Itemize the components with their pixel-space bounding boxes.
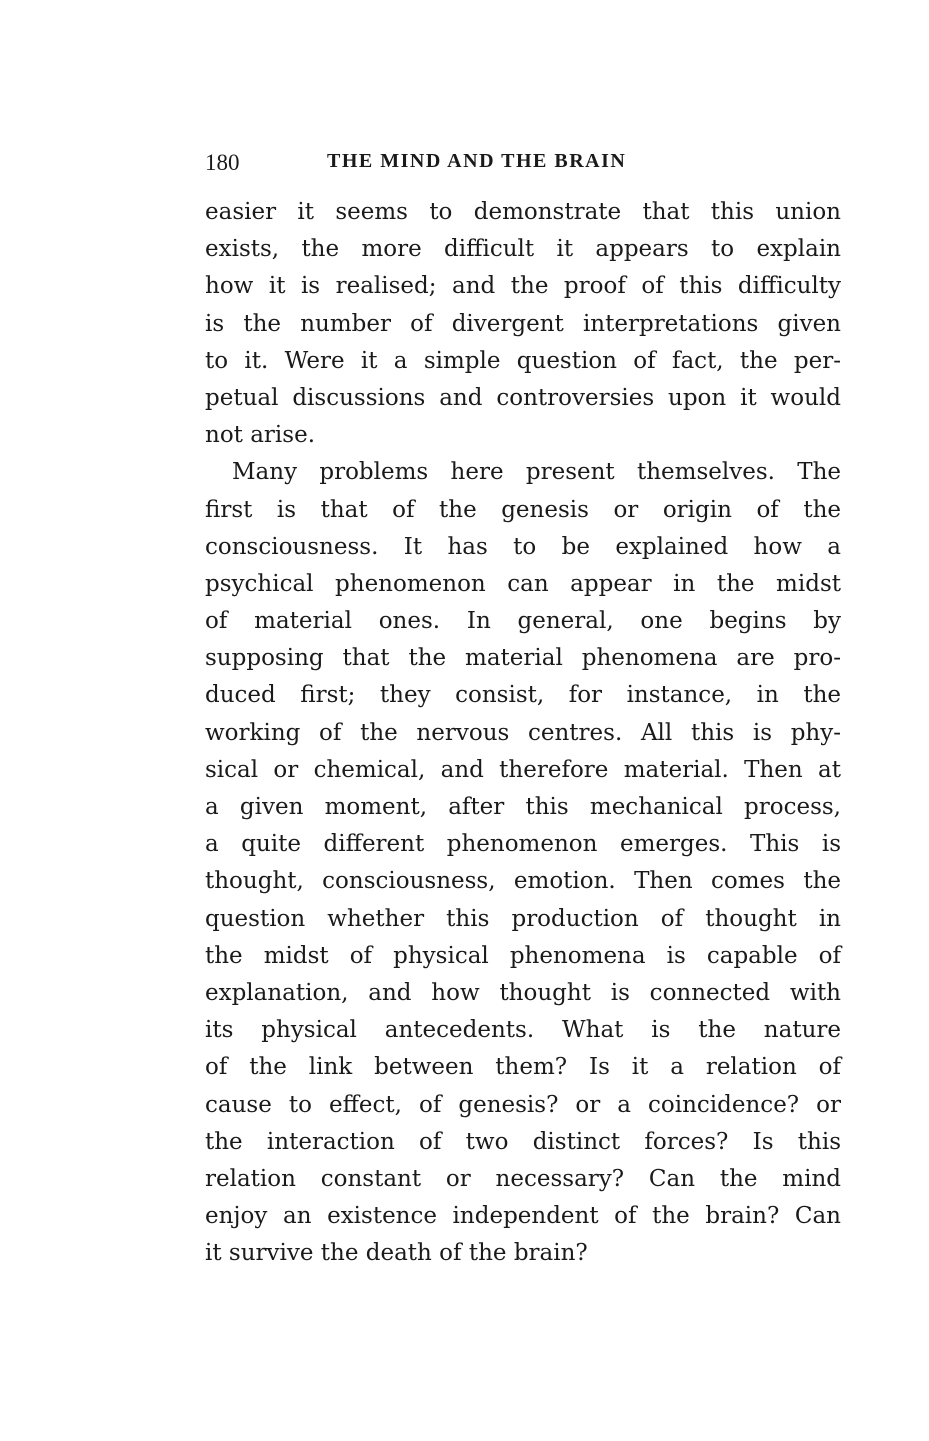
- text-line: cause to effect, of genesis? or a coincidence? or: [205, 1091, 841, 1118]
- text-line: question whether this production of thought in: [205, 905, 841, 932]
- text-line: the interaction of two distinct forces? Is this: [205, 1128, 841, 1155]
- text-line: exists, the more difficult it appears to explain: [205, 236, 841, 263]
- text-line: enjoy an existence independent of the brain? Can: [205, 1203, 841, 1230]
- running-title: THE MIND AND THE BRAIN: [327, 150, 627, 172]
- text-line: consciousness. It has to be explained how a: [205, 533, 841, 560]
- text-line: sical or chemical, and therefore material. Then at: [205, 756, 841, 783]
- text-line: first is that of the genesis or origin of the: [205, 496, 841, 523]
- text-line: of the link between them? Is it a relation of: [205, 1054, 841, 1081]
- text-line: supposing that the material phenomena are pro-: [205, 645, 841, 672]
- body-text: [205, 194, 841, 1272]
- text-line: Many problems here present themselves. The: [232, 459, 841, 486]
- text-line: working of the nervous centres. All this is phy-: [205, 719, 841, 746]
- text-line: of material ones. In general, one begins by: [205, 608, 841, 635]
- text-line: explanation, and how thought is connected with: [205, 979, 841, 1006]
- text-line: it survive the death of the brain?: [205, 1240, 588, 1267]
- text-line: relation constant or necessary? Can the mind: [205, 1165, 841, 1192]
- text-line: a quite different phenomenon emerges. This is: [205, 831, 841, 858]
- text-line: psychical phenomenon can appear in the midst: [205, 570, 841, 597]
- text-line: thought, consciousness, emotion. Then comes the: [205, 868, 841, 895]
- text-line: petual discussions and controversies upon it would: [205, 384, 841, 411]
- paragraph-2: [205, 454, 841, 1272]
- text-line: is the number of divergent interpretations given: [205, 310, 841, 337]
- page-number: 180: [205, 150, 240, 175]
- text-line: to it. Were it a simple question of fact, the per-: [205, 347, 841, 374]
- text-line: not arise.: [205, 422, 316, 449]
- text-line: easier it seems to demonstrate that this union: [205, 199, 841, 225]
- text-line: duced first; they consist, for instance, in the: [205, 682, 841, 709]
- text-line: its physical antecedents. What is the nature: [205, 1017, 841, 1044]
- text-line: a given moment, after this mechanical process,: [205, 794, 841, 820]
- running-head: [205, 150, 840, 180]
- text-line: the midst of physical phenomena is capable of: [205, 942, 841, 969]
- paragraph-1: [205, 194, 841, 454]
- text-line: how it is realised; and the proof of this difficulty: [205, 273, 841, 300]
